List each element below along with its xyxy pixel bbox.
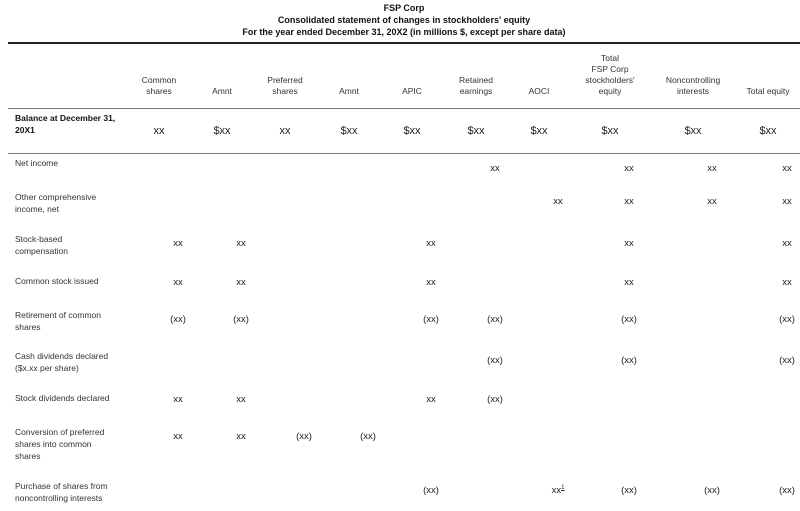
table-cell-total_fsp (624, 277, 634, 288)
cell-value: $xx (684, 125, 702, 137)
cell-value: xx (426, 277, 436, 288)
table-cell-retained (487, 355, 503, 366)
column-header-common_amnt (212, 86, 232, 97)
table-cell-apic (403, 125, 420, 137)
column-header-line: APIC (402, 86, 422, 96)
cell-value: (xx) (487, 314, 503, 325)
row-label (15, 157, 130, 169)
cell-value: xx (624, 163, 634, 174)
column-header-line: stockholders' (585, 75, 635, 85)
company-name: FSP Corp (383, 3, 425, 13)
row-label-line: noncontrolling interests (15, 493, 103, 503)
column-header-line: Amnt (212, 86, 232, 96)
table-cell-nci (707, 196, 717, 207)
table-cell-total (782, 196, 792, 207)
cell-value: (xx) (487, 355, 503, 366)
table-cell-total_fsp (624, 238, 634, 249)
table-cell-common_shares (170, 314, 186, 325)
table-cell-apic (426, 394, 436, 405)
table-cell-total_fsp (624, 163, 634, 174)
cell-value: (xx) (779, 355, 795, 366)
row-label-line: Stock dividends declared (15, 393, 110, 403)
row-label (15, 392, 130, 404)
table-cell-preferred_amnt (360, 431, 376, 442)
table-cell-total (759, 125, 776, 137)
cell-value: xx (426, 394, 436, 405)
footnote-marker[interactable]: 1 (561, 485, 565, 491)
table-cell-common_shares (173, 431, 183, 442)
table-rule (8, 108, 800, 109)
cell-value: xx (426, 238, 436, 249)
column-header-apic (402, 86, 422, 97)
row-label-line: Retirement of common (15, 310, 101, 320)
cell-value: xx (707, 163, 717, 174)
row-label-line: Stock-based (15, 234, 63, 244)
cell-value: xx (553, 196, 563, 207)
cell-value: (xx) (296, 431, 312, 442)
cell-value: $xx (530, 125, 548, 137)
table-cell-retained (490, 163, 500, 174)
cell-value: $xx (759, 125, 777, 137)
row-label-line: shares (15, 322, 41, 332)
cell-value: (xx) (170, 314, 186, 325)
table-cell-common_amnt (213, 125, 230, 137)
row-label-line: Conversion of preferred (15, 427, 105, 437)
row-label-line: shares (15, 451, 41, 461)
column-header-line: FSP Corp (591, 64, 629, 74)
cell-value: (xx) (360, 431, 376, 442)
table-cell-total (779, 485, 795, 496)
column-header-retained (459, 75, 493, 97)
table-cell-common_amnt (236, 277, 246, 288)
table-cell-apic (423, 314, 439, 325)
cell-value: xx (624, 196, 634, 207)
column-header-nci (666, 75, 720, 97)
row-label (15, 191, 130, 215)
row-label-line: shares into common (15, 439, 92, 449)
table-cell-common_shares (173, 394, 183, 405)
cell-value: (xx) (423, 314, 439, 325)
column-header-line: interests (676, 86, 710, 96)
row-label-line: ($x.xx per share) (15, 363, 79, 373)
cell-value: xx (173, 394, 183, 405)
cell-value: xx (782, 163, 792, 174)
cell-value: xx (173, 277, 183, 288)
statement-title: Consolidated statement of changes in stockholders' equity (277, 15, 531, 25)
table-cell-total_fsp (621, 314, 637, 325)
table-cell-common_shares (173, 238, 183, 249)
cell-value: (xx) (779, 314, 795, 325)
column-header-total (747, 86, 790, 97)
column-header-line: earnings (459, 86, 493, 96)
row-label (15, 309, 130, 333)
row-label (15, 350, 130, 374)
table-cell-total_fsp (621, 355, 637, 366)
cell-value: (xx) (423, 485, 439, 496)
cell-value: xx (707, 196, 717, 207)
column-header-line: Common (141, 75, 177, 85)
cell-value: xx (782, 196, 792, 207)
cell-value: (xx) (621, 485, 637, 496)
table-cell-total (779, 314, 795, 325)
table-cell-apic (426, 238, 436, 249)
cell-value: xx (236, 277, 246, 288)
column-header-line: Retained (458, 75, 494, 85)
cell-value: xx (236, 431, 246, 442)
table-cell-common_shares (154, 125, 165, 137)
table-cell-total_fsp (601, 125, 618, 137)
table-cell-preferred_shares (296, 431, 312, 442)
row-label (15, 112, 130, 136)
table-cell-retained (487, 394, 503, 405)
cell-value: (xx) (487, 394, 503, 405)
column-header-line: shares (146, 86, 172, 96)
table-cell-nci (684, 125, 701, 137)
table-cell-apic (423, 485, 439, 496)
cell-value: xx (624, 238, 634, 249)
cell-value: xx (551, 485, 562, 496)
table-cell-common_amnt (236, 431, 246, 442)
statement-period: For the year ended December 31, 20X2 (in millions $, except per share data) (242, 27, 566, 37)
table-cell-aoci (530, 125, 547, 137)
cell-value: (xx) (704, 485, 720, 496)
column-header-line: Preferred (267, 75, 303, 85)
table-cell-preferred_shares (280, 125, 291, 137)
table-cell-common_amnt (233, 314, 249, 325)
column-header-total_fsp (585, 53, 634, 97)
row-label-line: Other comprehensive (15, 192, 97, 202)
cell-value: xx (782, 238, 792, 249)
table-rule (8, 153, 800, 154)
cell-value: (xx) (779, 485, 795, 496)
cell-value: $xx (467, 125, 485, 137)
cell-value: xx (173, 431, 183, 442)
table-cell-apic (426, 277, 436, 288)
column-header-line: Amnt (339, 86, 359, 96)
table-cell-common_shares (173, 277, 183, 288)
cell-value: xx (236, 394, 246, 405)
table-cell-total (779, 355, 795, 366)
top-rule (8, 42, 800, 44)
column-header-line: Total equity (746, 86, 790, 96)
table-cell-total (782, 277, 792, 288)
cell-value: (xx) (233, 314, 249, 325)
row-label (15, 426, 130, 462)
cell-value: $xx (403, 125, 421, 137)
row-label (15, 480, 130, 504)
column-header-line: Total (601, 53, 619, 63)
statement-title-block (0, 2, 800, 38)
table-cell-nci (707, 163, 717, 174)
table-cell-total (782, 238, 792, 249)
table-cell-preferred_amnt (340, 125, 357, 137)
column-header-preferred_shares (267, 75, 302, 97)
cell-value: xx (279, 125, 291, 137)
cell-value: $xx (213, 125, 231, 137)
column-header-preferred_amnt (339, 86, 359, 97)
table-cell-nci (704, 485, 720, 496)
cell-value: (xx) (621, 355, 637, 366)
cell-value: xx (153, 125, 165, 137)
cell-value: xx (236, 238, 246, 249)
table-cell-total (782, 163, 792, 174)
row-label-line: compensation (15, 246, 68, 256)
cell-value: xx (624, 277, 634, 288)
column-header-common_shares (142, 75, 176, 97)
cell-value: xx (490, 163, 500, 174)
row-label-line: Common stock issued (15, 276, 99, 286)
table-cell-total_fsp (624, 196, 634, 207)
column-header-line: shares (272, 86, 298, 96)
row-label-line: 20X1 (15, 125, 35, 135)
cell-value: xx (782, 277, 792, 288)
table-cell-aoci (552, 485, 565, 496)
table-cell-total_fsp (621, 485, 637, 496)
row-label (15, 275, 130, 287)
table-cell-common_amnt (236, 238, 246, 249)
table-cell-common_amnt (236, 394, 246, 405)
row-label-line: Cash dividends declared (15, 351, 109, 361)
cell-value: (xx) (621, 314, 637, 325)
row-label-line: Balance at December 31, (15, 113, 116, 123)
row-label (15, 233, 130, 257)
row-label-line: Net income (15, 158, 58, 168)
cell-value: xx (173, 238, 183, 249)
table-cell-retained (467, 125, 484, 137)
cell-value: $xx (340, 125, 358, 137)
row-label-line: Purchase of shares from (15, 481, 108, 491)
column-header-line: Noncontrolling (665, 75, 721, 85)
column-header-line: equity (598, 86, 622, 96)
row-label-line: income, net (15, 204, 59, 214)
cell-value: $xx (601, 125, 619, 137)
column-header-aoci (529, 86, 550, 97)
table-cell-retained (487, 314, 503, 325)
column-header-line: AOCI (528, 86, 550, 96)
table-cell-aoci (553, 196, 563, 207)
